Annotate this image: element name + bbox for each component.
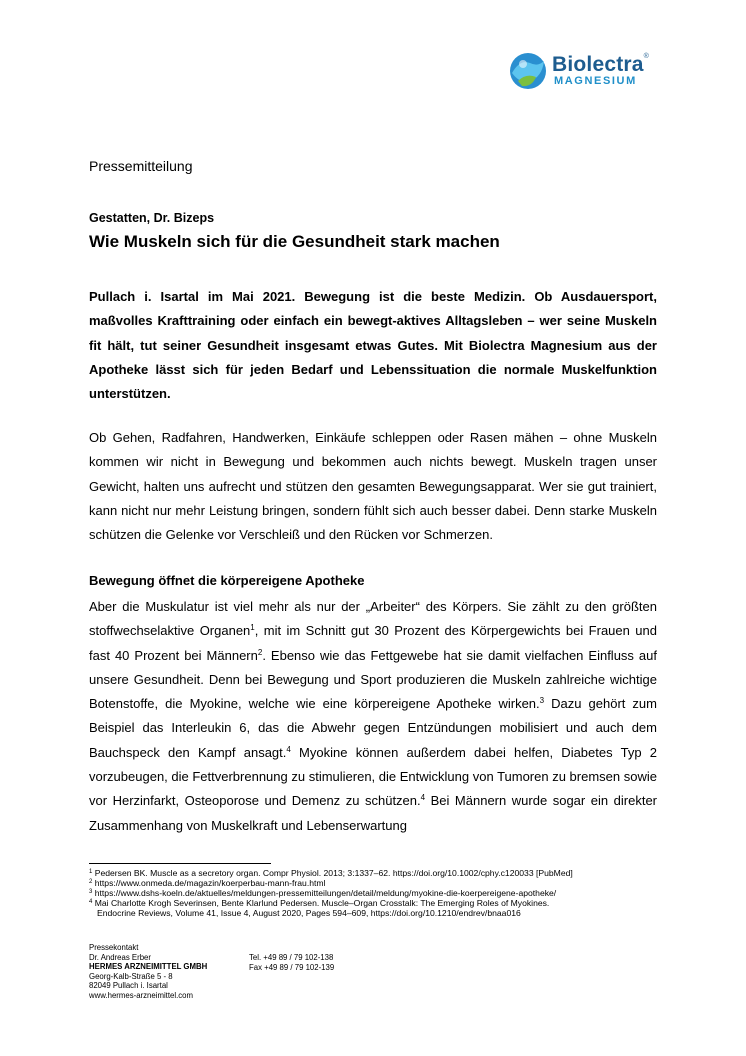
contact-label: Pressekontakt <box>89 943 139 952</box>
brand-wordmark: Biolectra® <box>552 53 650 76</box>
subheading: Bewegung öffnet die körpereigene Apotheke <box>89 573 365 588</box>
press-contact <box>89 943 207 1001</box>
contact-name: Dr. Andreas Erber <box>89 952 151 962</box>
footnote-continuation: Endocrine Reviews, Volume 41, Issue 4, August 2020, Pages 594–609, https://doi.org/10.1210/endrev/bnaa016 <box>97 908 521 918</box>
contact-street: Georg-Kalb-Straße 5 - 8 <box>89 971 173 981</box>
footnote-divider <box>89 863 271 864</box>
contact-tel: Tel. +49 89 / 79 102-138 <box>249 953 334 962</box>
footnotes <box>89 868 669 918</box>
text-segment: Bei Männern wurde sogar ein direkter Zusammenhang von Muskelkraft und Lebenserwartung <box>89 793 657 833</box>
contact-company: HERMES ARZNEIMITTEL GMBH <box>89 962 208 972</box>
footnote-ref: 3 <box>539 696 545 706</box>
footnote <box>89 878 669 888</box>
text-segment: Dazu gehört zum Beispiel das Interleukin 6, das die Abwehr gegen Entzündungen mobilisiert und auch dem Bauchspeck den Kampf ansagt. <box>89 696 657 760</box>
footnote <box>89 888 669 898</box>
kicker: Gestatten, Dr. Bizeps <box>89 211 215 225</box>
brand-product: MAGNESIUM <box>554 75 637 87</box>
document-type: Pressemitteilung <box>89 158 193 174</box>
text-segment: Myokine können außerdem dabei helfen, Diabetes Typ 2 vorzubeugen, die Fettverbrennung zu stimulieren, die Entwicklung von Tumoren zu bremsen sowie vor Herzinfarkt, Osteoporose und Demenz zu schützen. <box>89 744 657 809</box>
footnote <box>89 898 669 908</box>
contact-phone-block <box>249 953 334 972</box>
headline: Wie Muskeln sich für die Gesundheit stark machen <box>89 232 500 251</box>
footnote-text: Pedersen BK. Muscle as a secretory organ. Compr Physiol. 2013; 3:1337–62. https://doi.org/10.1002/cphy.c120033 [PubMed] <box>94 868 573 878</box>
footnote-ref: 4 <box>286 744 291 754</box>
footnote-number: 2 <box>89 879 93 885</box>
footnote-ref: 4 <box>420 793 426 803</box>
footnote-number: 4 <box>89 899 93 905</box>
biolectra-logo-mark-icon <box>508 51 548 91</box>
contact-website: www.hermes-arzneimittel.com <box>89 990 193 1000</box>
footnote-ref: 1 <box>250 623 255 633</box>
footnote-text: https://www.onmeda.de/magazin/koerperbau-mann-frau.html <box>94 878 326 888</box>
footnote-text: https://www.dshs-koeln.de/aktuelles/meldungen-pressemitteilungen/detail/meldung/myokine-die-koerpereigene-apotheke/ <box>94 888 557 898</box>
footnote-number: 3 <box>89 889 93 895</box>
body-paragraph-1: Ob Gehen, Radfahren, Handwerken, Einkäufe schleppen oder Rasen mähen – ohne Muskeln kommen wir nicht in Bewegung und bekommen auch nichts bewegt. Muskeln tragen unser Gewicht, halten uns aufrecht und stützen den gesamten Bewegungsapparat. Wer sie gut trainiert, kann nicht nur mehr Leistung bringen, sondern fühlt sich auch besser dabei. Denn starke Muskeln schützen die Gelenke vor Verschleiß und den Rücken vor Schmerzen. <box>89 430 657 543</box>
text-segment: , mit im Schnitt gut 30 Prozent des Körpergewichts bei Frauen und fast 40 Prozent bei Männern <box>89 623 657 663</box>
footnote <box>89 868 669 878</box>
footnote-text: Mai Charlotte Krogh Severinsen, Bente Klarlund Pedersen. Muscle–Organ Crosstalk: The Emerging Roles of Myokines. <box>94 898 550 908</box>
brand-logo <box>508 50 678 94</box>
text-segment: . Ebenso wie das Fettgewebe hat sie damit vielfachen Einfluss auf unsere Gesundheit. Denn bei Bewegung und Sport produzieren die Muskeln zahlreiche wichtige Botenstoffe, die Myokine, welche wie eine körpereigene Apotheke wirken. <box>89 647 657 712</box>
text-segment: Aber die Muskulatur ist viel mehr als nur der „Arbeiter“ des Körpers. Sie zählt zu den größten stoffwechselaktive Organen <box>89 599 657 639</box>
lead-paragraph: Pullach i. Isartal im Mai 2021. Bewegung ist die beste Medizin. Ob Ausdauersport, maßvolles Krafttraining oder einfach ein bewegt-aktives Alltagsleben – wer seine Muskeln fit hält, tut seiner Gesundheit insgesamt etwas Gutes. Mit Biolectra Magnesium aus der Apotheke lässt sich für jeden Bedarf und Lebenssituation die normale Muskelfunktion unterstützen. <box>89 289 657 402</box>
contact-city: 82049 Pullach i. Isartal <box>89 981 168 991</box>
body-paragraph-2 <box>89 595 657 838</box>
contact-fax: Fax +49 89 / 79 102-139 <box>249 962 335 972</box>
footnote-number: 1 <box>89 869 93 875</box>
footnote-ref: 2 <box>257 647 263 657</box>
